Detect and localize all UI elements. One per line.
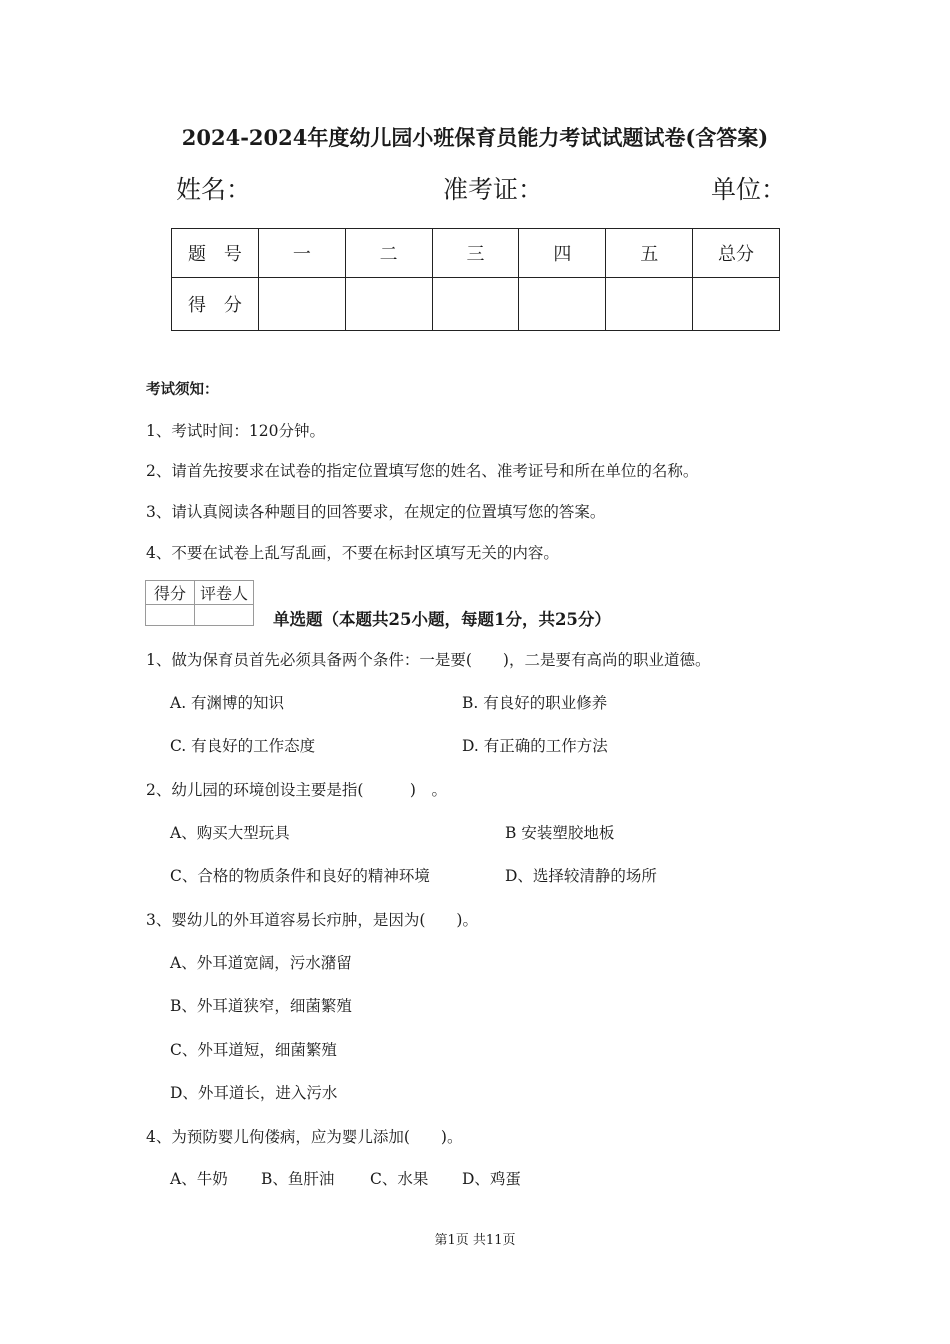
score-input-cell[interactable] — [693, 278, 780, 331]
section-heading: 单选题（本题共25小题，每题1分，共25分） — [273, 610, 611, 629]
score-table-cell: 三 — [432, 229, 519, 278]
question-option[interactable]: C、外耳道短，细菌繁殖 — [170, 1041, 337, 1059]
question-option[interactable]: A、牛奶 — [170, 1170, 228, 1188]
score-table-cell: 一 — [258, 229, 345, 278]
question-option[interactable]: B、外耳道狭窄，细菌繁殖 — [170, 997, 352, 1015]
score-table-score-row — [172, 278, 780, 331]
page-title: 2024-2024年度幼儿园小班保育员能力考试试题试卷(含答案) — [181, 125, 769, 150]
score-table-header-row — [172, 229, 780, 278]
score-input-cell[interactable] — [258, 278, 345, 331]
score-table — [171, 228, 780, 331]
question-option[interactable]: C、合格的物质条件和良好的精神环境 — [170, 867, 430, 885]
score-table-cell: 五 — [606, 229, 693, 278]
question-option[interactable]: A、购买大型玩具 — [170, 824, 290, 842]
page-footer: 第1页 共11页 — [434, 1233, 516, 1248]
exam-id-label: 准考证： — [443, 175, 544, 204]
score-table-cell: 总分 — [693, 229, 780, 278]
score-input-cell[interactable] — [606, 278, 693, 331]
grader-name-cell[interactable] — [195, 605, 254, 626]
question-stem: 2、幼儿园的环境创设主要是指( ) 。 — [146, 781, 447, 799]
grader-score-label: 得分 — [146, 581, 195, 605]
question-option[interactable]: B 安装塑胶地板 — [505, 824, 615, 842]
question-option[interactable]: B. 有良好的职业修养 — [462, 694, 608, 712]
question-option[interactable]: D、外耳道长，进入污水 — [170, 1084, 338, 1102]
grader-box — [145, 580, 254, 626]
question-option[interactable]: D、选择较清静的场所 — [505, 867, 657, 885]
question-option[interactable]: D. 有正确的工作方法 — [462, 737, 608, 755]
score-table-cell: 二 — [345, 229, 432, 278]
name-label: 姓名： — [176, 175, 252, 204]
question-option[interactable]: A. 有渊博的知识 — [170, 694, 285, 712]
question-option[interactable]: A、外耳道宽阔，污水潴留 — [170, 954, 352, 972]
notice-heading: 考试须知： — [146, 381, 219, 398]
score-row-label: 得 分 — [172, 278, 259, 331]
score-input-cell[interactable] — [345, 278, 432, 331]
question-option[interactable]: D、鸡蛋 — [462, 1170, 521, 1188]
question-option[interactable]: B、鱼肝油 — [261, 1170, 335, 1188]
notice-item: 4、不要在试卷上乱写乱画，不要在标封区填写无关的内容。 — [146, 544, 559, 562]
notice-item: 1、考试时间：120分钟。 — [146, 422, 325, 440]
question-stem: 4、为预防婴儿佝偻病，应为婴儿添加( )。 — [146, 1128, 463, 1146]
question-option[interactable]: C、水果 — [370, 1170, 429, 1188]
unit-label: 单位： — [711, 175, 787, 204]
question-stem: 3、婴幼儿的外耳道容易长疖肿，是因为( )。 — [146, 911, 478, 929]
grader-name-label: 评卷人 — [195, 581, 254, 605]
score-table-cell: 题 号 — [172, 229, 259, 278]
notice-item: 2、请首先按要求在试卷的指定位置填写您的姓名、准考证号和所在单位的名称。 — [146, 462, 699, 480]
score-table-cell: 四 — [519, 229, 606, 278]
question-stem: 1、做为保育员首先必须具备两个条件：一是要( )，二是要有高尚的职业道德。 — [146, 651, 711, 669]
question-option[interactable]: C. 有良好的工作态度 — [170, 737, 316, 755]
grader-score-cell[interactable] — [146, 605, 195, 626]
notice-item: 3、请认真阅读各种题目的回答要求，在规定的位置填写您的答案。 — [146, 503, 606, 521]
score-input-cell[interactable] — [519, 278, 606, 331]
score-input-cell[interactable] — [432, 278, 519, 331]
